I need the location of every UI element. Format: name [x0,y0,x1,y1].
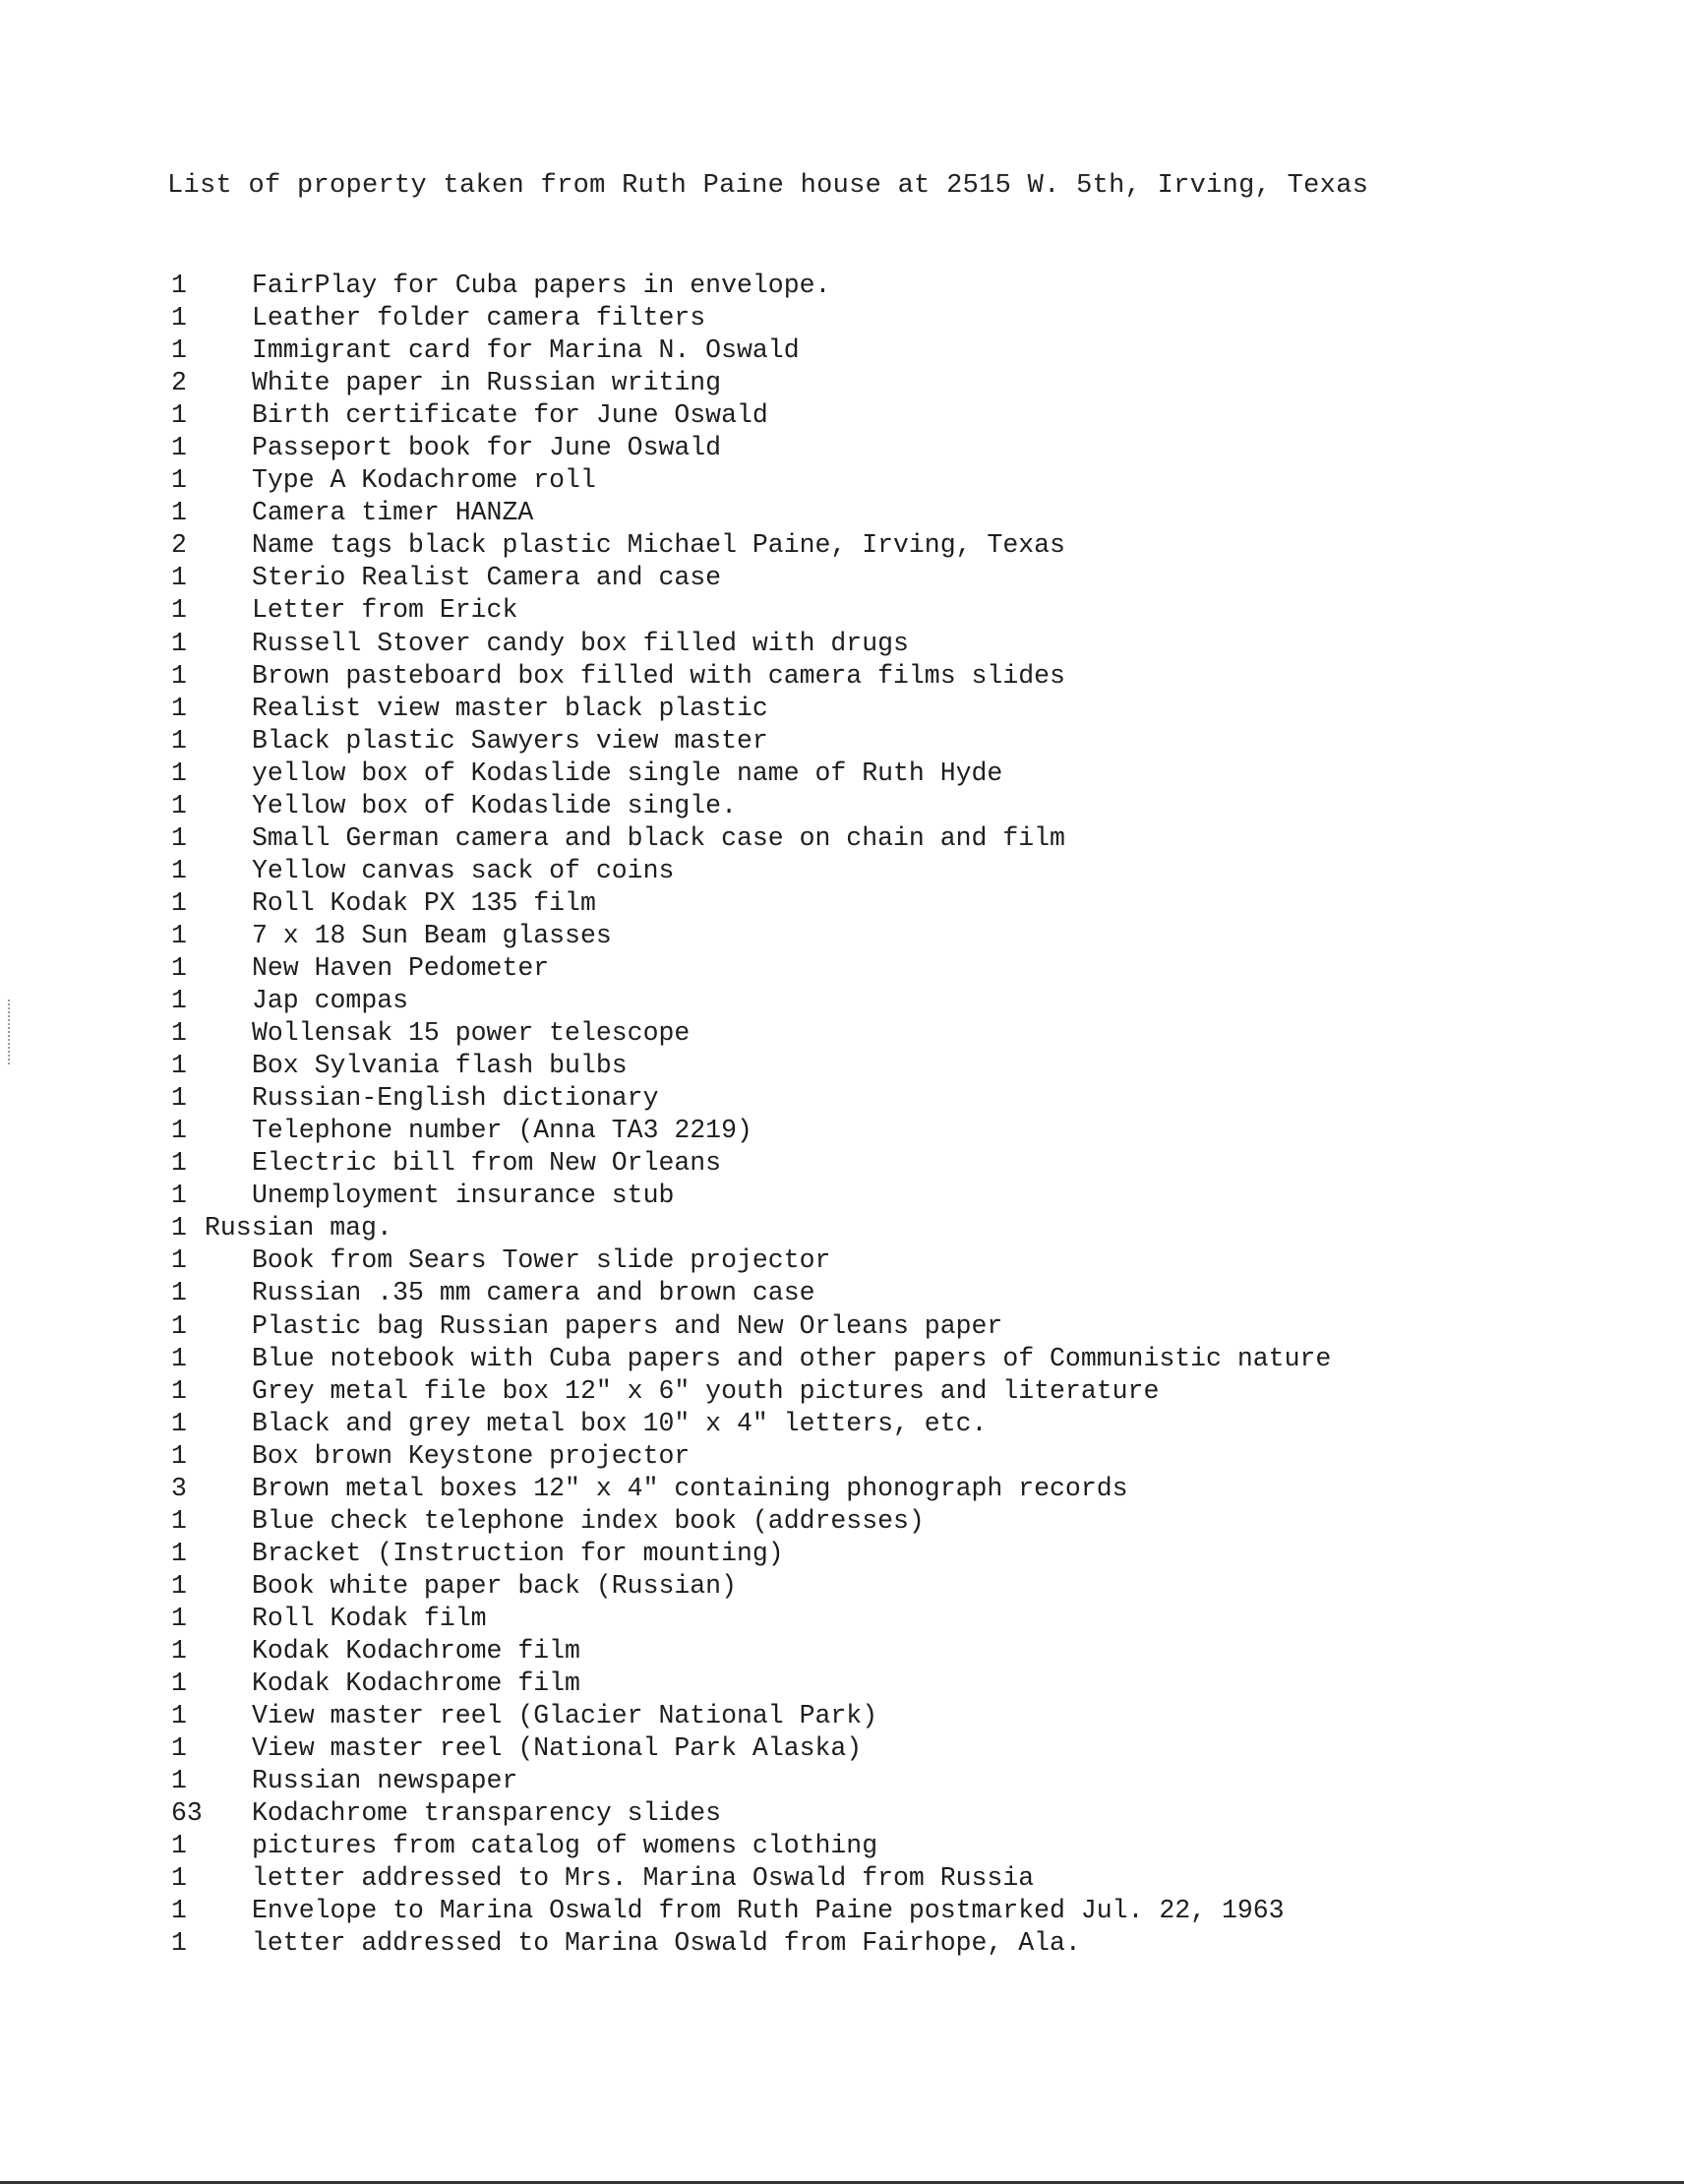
item-quantity: 1 [171,855,187,885]
item-quantity: 1 [171,790,187,820]
list-item [167,660,1623,693]
item-description: Grey metal file box 12" x 6" youth pictures and literature [252,1375,1160,1406]
property-list [167,270,1623,1960]
item-quantity: 2 [171,368,187,398]
item-description: View master reel (National Park Alaska) [252,1733,863,1764]
item-description: Yellow box of Kodaslide single. [252,790,737,820]
item-description: Passeport book for June Oswald [252,433,722,463]
item-description: Brown pasteboard box filled with camera films slides [252,660,1065,691]
item-description: Blue notebook with Cuba papers and other papers of Communistic nature [252,1343,1332,1373]
list-item [167,432,1623,464]
item-description: FairPlay for Cuba papers in envelope. [252,271,831,300]
item-description: Telephone number (Anna TA3 2219) [252,1116,752,1146]
item-description: letter addressed to Mrs. Marina Oswald from Russia [252,1863,1035,1894]
list-item [167,1538,1623,1570]
list-item [167,1147,1623,1180]
item-description: Yellow canvas sack of coins [252,855,675,885]
list-item [167,1635,1623,1668]
item-quantity: 1 [171,986,187,1016]
item-description: letter addressed to Marina Oswald from Fairhope, Ala. [252,1928,1081,1959]
item-quantity: 1 [171,1701,187,1731]
item-quantity: 1 [171,498,187,528]
item-quantity: 1 [171,1928,187,1959]
item-description: Birth certificate for June Oswald [252,400,768,431]
punch-hole-marks [8,1000,16,1064]
item-description: Russell Stover candy box filled with drugs [252,628,909,658]
item-description: 7 x 18 Sun Beam glasses [252,920,612,950]
item-quantity: 1 [171,920,187,950]
item-description: Unemployment insurance stub [252,1181,675,1211]
list-item [167,1310,1623,1343]
item-description: Leather folder camera filters [252,303,706,334]
item-quantity: 1 [171,433,187,463]
list-item [167,725,1623,758]
item-quantity: 1 [171,822,187,853]
item-quantity: 1 [171,952,187,983]
item-description: Russian-English dictionary [252,1083,659,1114]
item-quantity: 1 [171,563,187,593]
list-item [167,1017,1623,1050]
list-item [167,529,1623,562]
list-item [167,1180,1623,1212]
list-item [167,1830,1623,1862]
item-description: Bracket (Instruction for mounting) [252,1538,784,1568]
list-item [167,399,1623,432]
list-item [167,1082,1623,1115]
item-description: Jap compas [252,986,409,1016]
item-description: Black plastic Sawyers view master [252,725,768,756]
item-quantity: 1 [171,1896,187,1926]
item-quantity: 1 [171,1051,187,1081]
list-item [167,790,1623,822]
list-item [167,758,1623,790]
item-quantity: 1 [171,1766,187,1796]
list-item [167,1244,1623,1277]
list-item [167,1603,1623,1635]
item-description: Book from Sears Tower slide projector [252,1245,831,1276]
item-description: Name tags black plastic Michael Paine, Irving, Texas [252,530,1065,561]
list-item [167,270,1623,302]
item-quantity: 1 [171,400,187,431]
item-description: yellow box of Kodaslide single name of Ruth Hyde [252,758,1003,788]
item-quantity: 1 [171,1603,187,1633]
item-description: Kodachrome transparency slides [252,1798,722,1829]
list-item [167,1895,1623,1927]
item-quantity: 1 [171,335,187,366]
item-description: Small German camera and black case on chain and film [252,822,1065,853]
item-description: Russian .35 mm camera and brown case [252,1278,815,1308]
list-item [167,952,1623,985]
item-description: Book white paper back (Russian) [252,1570,737,1601]
item-quantity: 1 [171,1343,187,1373]
item-quantity: 1 [171,1733,187,1764]
item-quantity: 1 [171,271,187,300]
list-item [167,1408,1623,1440]
list-item [167,1277,1623,1309]
list-item [167,693,1623,725]
list-item [167,628,1623,660]
list-item [167,1862,1623,1895]
list-item [167,1050,1623,1082]
item-description: Russian mag. [205,1213,392,1244]
item-description: Plastic bag Russian papers and New Orleans paper [252,1310,1003,1341]
item-description: Brown metal boxes 12" x 4" containing phonograph records [252,1473,1128,1503]
item-description: Russian newspaper [252,1766,518,1796]
item-description: Box Sylvania flash bulbs [252,1051,628,1081]
item-quantity: 1 [171,595,187,626]
item-quantity: 1 [171,1148,187,1179]
list-item [167,497,1623,529]
item-quantity: 1 [171,1181,187,1211]
list-item [167,1765,1623,1797]
item-quantity: 1 [171,1538,187,1568]
list-item [167,1927,1623,1960]
list-item [167,464,1623,497]
item-description: Blue check telephone index book (addresses) [252,1505,925,1536]
item-description: Camera timer HANZA [252,498,534,528]
item-description: Roll Kodak PX 135 film [252,887,596,918]
item-quantity: 1 [171,1018,187,1049]
item-description: Kodak Kodachrome film [252,1635,580,1666]
item-description: View master reel (Glacier National Park) [252,1701,878,1731]
item-quantity: 2 [171,530,187,561]
list-item [167,334,1623,367]
list-item [167,985,1623,1017]
item-quantity: 1 [171,1408,187,1438]
list-item [167,1797,1623,1830]
item-description: Immigrant card for Marina N. Oswald [252,335,800,366]
list-item [167,822,1623,855]
item-description: New Haven Pedometer [252,952,550,983]
list-item [167,887,1623,920]
item-quantity: 1 [171,1310,187,1341]
item-quantity: 1 [171,628,187,658]
item-quantity: 1 [171,693,187,723]
item-description: pictures from catalog of womens clothing [252,1831,878,1861]
list-item [167,920,1623,952]
item-quantity: 1 [171,725,187,756]
item-quantity: 1 [171,1635,187,1666]
list-item [167,855,1623,887]
list-item [167,1668,1623,1700]
item-quantity: 1 [171,887,187,918]
item-description: Kodak Kodachrome film [252,1668,580,1699]
item-description: Electric bill from New Orleans [252,1148,722,1179]
item-description: Envelope to Marina Oswald from Ruth Paine postmarked Jul. 22, 1963 [252,1896,1285,1926]
list-item [167,562,1623,594]
item-description: Sterio Realist Camera and case [252,563,722,593]
list-item [167,302,1623,334]
item-quantity: 1 [171,660,187,691]
item-description: Box brown Keystone projector [252,1440,691,1471]
item-quantity: 1 [171,1083,187,1114]
document-title: List of property taken from Ruth Paine house at 2515 W. 5th, Irving, Texas [167,171,1369,201]
list-item [167,367,1623,399]
list-item [167,1115,1623,1147]
item-description: Black and grey metal box 10" x 4" letters, etc. [252,1408,988,1438]
item-quantity: 1 [171,1668,187,1699]
item-description: Roll Kodak film [252,1603,487,1633]
item-description: Realist view master black plastic [252,693,768,723]
item-quantity: 1 [171,1278,187,1308]
item-description: Wollensak 15 power telescope [252,1018,691,1049]
list-item [167,1700,1623,1732]
item-quantity: 1 [171,1375,187,1406]
item-quantity: 1 [171,1245,187,1276]
item-quantity: 1 [171,1440,187,1471]
item-quantity: 63 [171,1798,203,1829]
list-item [167,1570,1623,1603]
item-quantity: 3 [171,1473,187,1503]
list-item [167,1732,1623,1765]
list-item [167,1343,1623,1375]
item-description: Type A Kodachrome roll [252,465,596,496]
list-item [167,1473,1623,1505]
list-item [167,1375,1623,1408]
item-quantity: 1 [171,465,187,496]
item-quantity: 1 [171,758,187,788]
item-quantity: 1 [171,1863,187,1894]
item-quantity: 1 [171,1505,187,1536]
item-quantity: 1 [171,303,187,334]
list-item [167,1212,1623,1244]
item-quantity: 1 [171,1831,187,1861]
list-item [167,594,1623,627]
item-quantity: 1 [171,1116,187,1146]
item-quantity: 1 [171,1570,187,1601]
item-description: Letter from Erick [252,595,518,626]
list-item [167,1505,1623,1538]
item-quantity: 1 [171,1213,187,1244]
item-description: White paper in Russian writing [252,368,722,398]
list-item [167,1440,1623,1473]
